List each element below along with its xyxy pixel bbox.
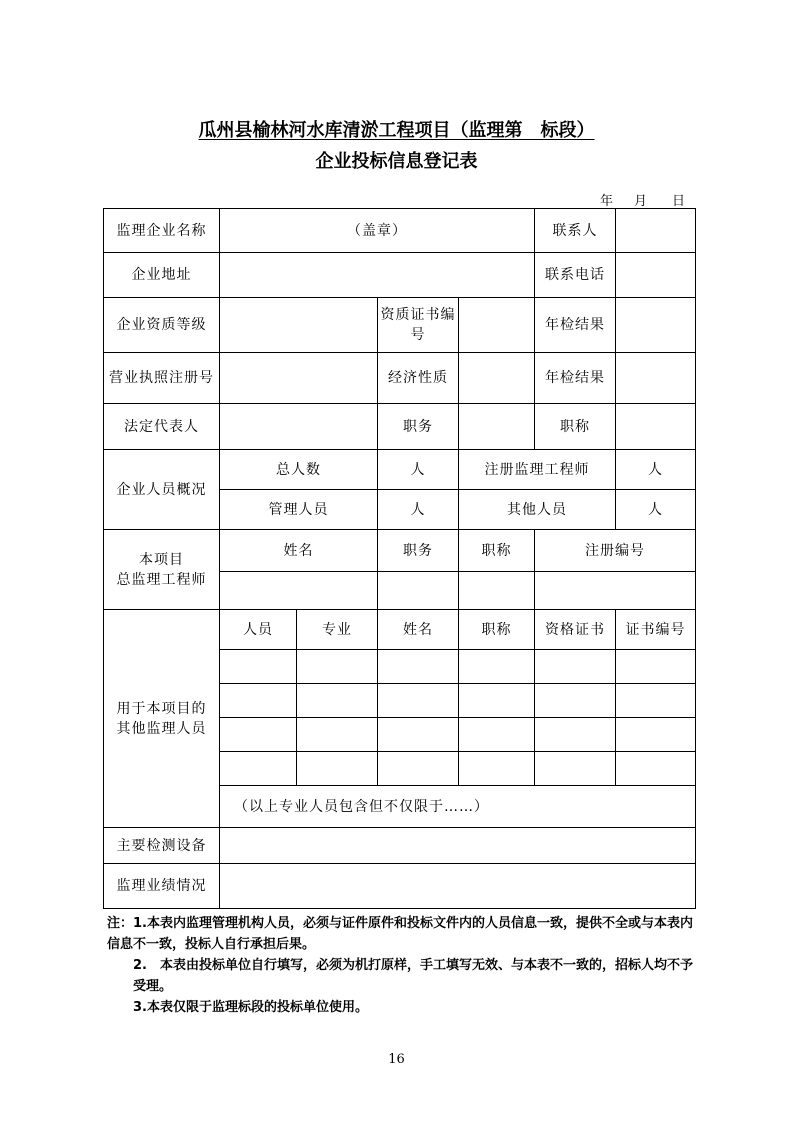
- contact-label: 联系人: [535, 209, 616, 253]
- table-cell[interactable]: [297, 718, 378, 752]
- total-staff-unit[interactable]: 人: [378, 450, 459, 490]
- table-cell[interactable]: [220, 684, 297, 718]
- other-supervisors-label: 用于本项目的 其他监理人员: [104, 610, 220, 828]
- annual-check-label: 年检结果: [535, 298, 616, 353]
- table-cell[interactable]: [220, 650, 297, 684]
- table-cell[interactable]: [616, 650, 696, 684]
- performance-label: 监理业绩情况: [104, 864, 220, 909]
- table-cell[interactable]: [297, 752, 378, 786]
- chief-reg-no-field[interactable]: [535, 572, 696, 610]
- qualification-label: 企业资质等级: [104, 298, 220, 353]
- reg-supervisor-unit[interactable]: 人: [616, 450, 696, 490]
- total-staff-label: 总人数: [220, 450, 378, 490]
- others-note[interactable]: （以上专业人员包含但不仅限于……）: [220, 786, 696, 828]
- col-qual-cert-header: 资格证书: [535, 610, 616, 650]
- col-name-header: 姓名: [378, 610, 459, 650]
- date-day: 日: [672, 194, 687, 209]
- phone-field[interactable]: [616, 253, 696, 298]
- col-cert-no-header: 证书编号: [616, 610, 696, 650]
- page-number: 16: [388, 1052, 405, 1067]
- annual-check-label-2: 年检结果: [535, 353, 616, 404]
- registration-form: [103, 208, 696, 909]
- cert-no-field[interactable]: [459, 298, 535, 353]
- company-name-field[interactable]: [220, 209, 535, 253]
- company-name-label: 监理企业名称: [104, 209, 220, 253]
- chief-engineer-label: 本项目 总监理工程师: [104, 530, 220, 610]
- table-cell[interactable]: [616, 718, 696, 752]
- table-cell[interactable]: [535, 718, 616, 752]
- equipment-field[interactable]: [220, 828, 696, 864]
- qualification-field[interactable]: [220, 298, 378, 353]
- table-cell[interactable]: [297, 650, 378, 684]
- equipment-label: 主要检测设备: [104, 828, 220, 864]
- other-staff-label: 其他人员: [459, 490, 616, 530]
- cert-no-label: 资质证书编号: [378, 298, 459, 353]
- table-cell[interactable]: [535, 650, 616, 684]
- chief-reg-no-header: 注册编号: [535, 530, 696, 572]
- chief-name-field[interactable]: [220, 572, 378, 610]
- table-cell[interactable]: [616, 752, 696, 786]
- form-subtitle: 企业投标信息登记表: [315, 151, 478, 172]
- notes-section: [107, 913, 695, 1018]
- seal-note: （盖章）: [347, 222, 407, 239]
- note-2: 2. 本表由投标单位自行填写，必须为机打原样，手工填写无效、与本表不一致的，招标人均不予受理。: [133, 958, 693, 994]
- date-line: [600, 190, 686, 209]
- staff-overview-label: 企业人员概况: [104, 450, 220, 530]
- date-year: 年: [600, 194, 615, 209]
- table-cell[interactable]: [220, 752, 297, 786]
- performance-field[interactable]: [220, 864, 696, 909]
- economic-nature-field[interactable]: [459, 353, 535, 404]
- contact-field[interactable]: [616, 209, 696, 253]
- legal-rep-label: 法定代表人: [104, 404, 220, 450]
- title-label: 职称: [535, 404, 616, 450]
- table-cell[interactable]: [378, 684, 459, 718]
- table-cell[interactable]: [459, 752, 535, 786]
- note-1: 注：1.本表内监理管理机构人员，必须与证件原件和投标文件内的人员信息一致，提供不全或与本表内信息不一致，投标人自行承担后果。: [107, 916, 693, 952]
- phone-label: 联系电话: [535, 253, 616, 298]
- mgmt-staff-label: 管理人员: [220, 490, 378, 530]
- chief-title-header: 职称: [459, 530, 535, 572]
- chief-position-header: 职务: [378, 530, 459, 572]
- table-cell[interactable]: [459, 650, 535, 684]
- col-person-header: 人员: [220, 610, 297, 650]
- date-month: 月: [634, 194, 649, 209]
- document-title: 瓜州县榆林河水库清淤工程项目（监理第 标段）: [198, 120, 595, 141]
- chief-title-field[interactable]: [459, 572, 535, 610]
- position-label: 职务: [378, 404, 459, 450]
- annual-check-field-2[interactable]: [616, 353, 696, 404]
- license-field[interactable]: [220, 353, 378, 404]
- chief-position-field[interactable]: [378, 572, 459, 610]
- address-label: 企业地址: [104, 253, 220, 298]
- table-cell[interactable]: [459, 684, 535, 718]
- table-cell[interactable]: [220, 718, 297, 752]
- mgmt-staff-unit[interactable]: 人: [378, 490, 459, 530]
- reg-supervisor-label: 注册监理工程师: [459, 450, 616, 490]
- col-title-header: 职称: [459, 610, 535, 650]
- table-cell[interactable]: [535, 752, 616, 786]
- table-cell[interactable]: [535, 684, 616, 718]
- table-cell[interactable]: [297, 684, 378, 718]
- address-field[interactable]: [220, 253, 535, 298]
- chief-name-header: 姓名: [220, 530, 378, 572]
- col-major-header: 专业: [297, 610, 378, 650]
- table-cell[interactable]: [378, 752, 459, 786]
- legal-rep-field[interactable]: [220, 404, 378, 450]
- license-label: 营业执照注册号: [104, 353, 220, 404]
- table-cell[interactable]: [378, 650, 459, 684]
- other-staff-unit[interactable]: 人: [616, 490, 696, 530]
- position-field[interactable]: [459, 404, 535, 450]
- note-3: 3.本表仅限于监理标段的投标单位使用。: [133, 1000, 368, 1015]
- table-cell[interactable]: [616, 684, 696, 718]
- title-field[interactable]: [616, 404, 696, 450]
- table-cell[interactable]: [378, 718, 459, 752]
- table-cell[interactable]: [459, 718, 535, 752]
- annual-check-field[interactable]: [616, 298, 696, 353]
- economic-nature-label: 经济性质: [378, 353, 459, 404]
